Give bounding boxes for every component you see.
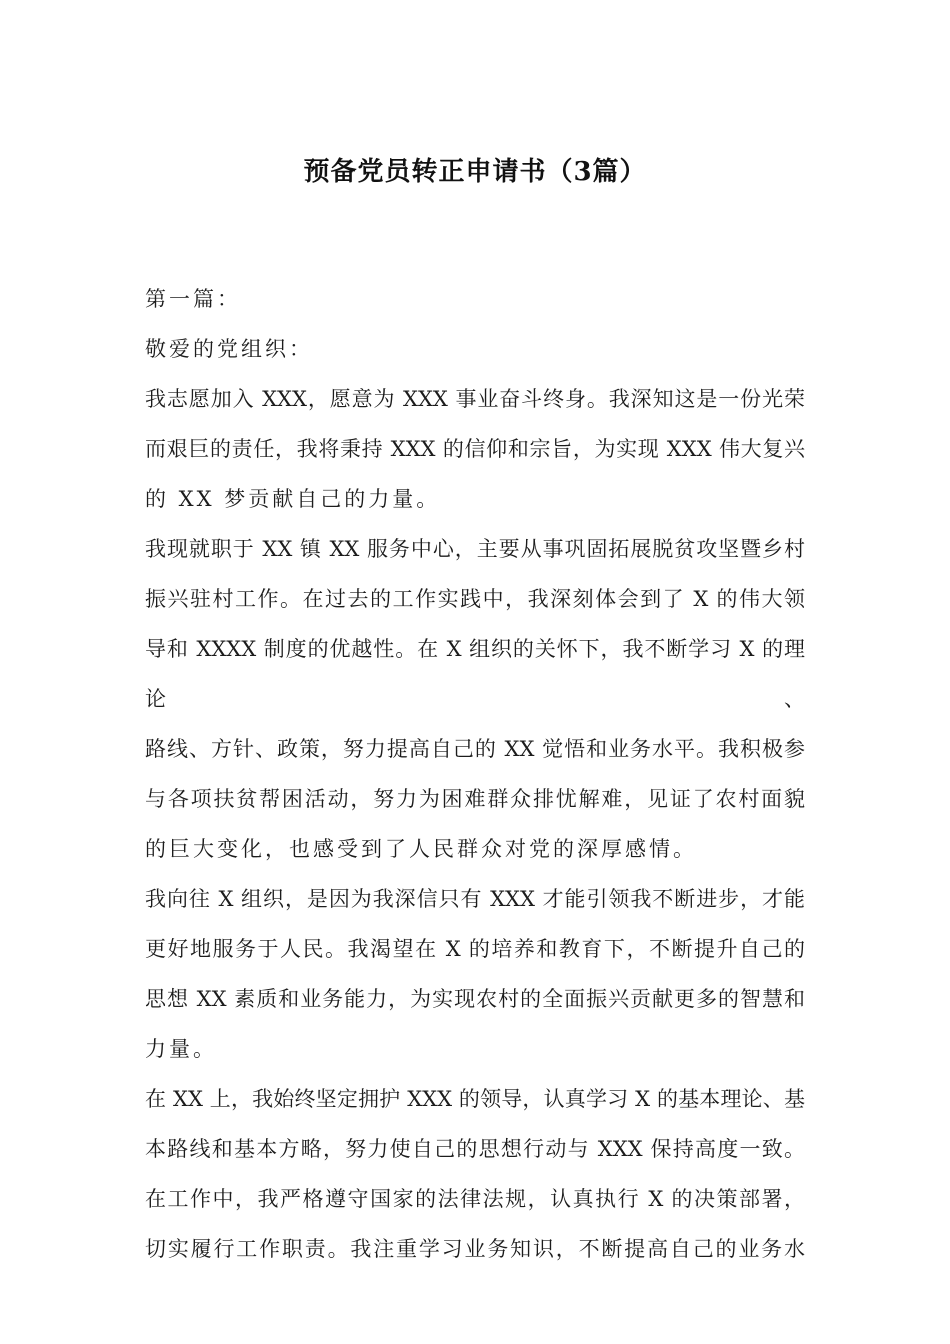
document-title: 预备党员转正申请书（3篇） [303, 157, 647, 187]
text-line: 与各项扶贫帮困活动，努力为困难群众排忧解难，见证了农村面貌 [145, 787, 805, 811]
document-body [145, 274, 805, 1274]
text-line: 的 XX 梦贡献自己的力量。 [145, 487, 441, 511]
text-line: 我志愿加入 XXX，愿意为 XXX 事业奋斗终身。我深知这是一份光荣 [145, 387, 805, 411]
text-line: 导和 XXXX 制度的优越性。在 X 组织的关怀下，我不断学习 X 的理论、 [145, 637, 805, 711]
paragraph [145, 274, 805, 324]
text-line: 本路线和基本方略，努力使自己的思想行动与 XXX 保持高度一致。 [145, 1137, 805, 1161]
text-line: 我向往 X 组织，是因为我深信只有 XXX 才能引领我不断进步，才能 [145, 887, 805, 911]
text-line: 更好地服务于人民。我渴望在 X 的培养和教育下，不断提升自己的 [145, 937, 805, 961]
text-line: 而艰巨的责任，我将秉持 XXX 的信仰和宗旨，为实现 XXX 伟大复兴 [145, 437, 805, 461]
text-line: 振兴驻村工作。在过去的工作实践中，我深刻体会到了 X 的伟大领 [145, 587, 805, 611]
paragraph [145, 1074, 805, 1274]
text-line: 在 XX 上，我始终坚定拥护 XXX 的领导，认真学习 X 的基本理论、基 [145, 1087, 805, 1111]
text-line: 在工作中，我严格遵守国家的法律法规，认真执行 X 的决策部署， [145, 1187, 805, 1211]
text-line: 路线、方针、政策，努力提高自己的 XX 觉悟和业务水平。我积极参 [145, 737, 805, 761]
paragraph [145, 874, 805, 1074]
paragraph [145, 374, 805, 524]
text-line: 我现就职于 XX 镇 XX 服务中心，主要从事巩固拓展脱贫攻坚暨乡村 [145, 537, 805, 561]
text-line: 第一篇： [145, 287, 241, 311]
paragraph [145, 524, 805, 874]
text-line: 思想 XX 素质和业务能力，为实现农村的全面振兴贡献更多的智慧和 [145, 987, 805, 1011]
text-line: 力量。 [145, 1037, 217, 1061]
text-line: 切实履行工作职责。我注重学习业务知识，不断提高自己的业务水 [145, 1237, 805, 1261]
text-line: 敬爱的党组织： [145, 337, 313, 361]
paragraph [145, 324, 805, 374]
text-line: 的巨大变化，也感受到了人民群众对党的深厚感情。 [145, 837, 697, 861]
